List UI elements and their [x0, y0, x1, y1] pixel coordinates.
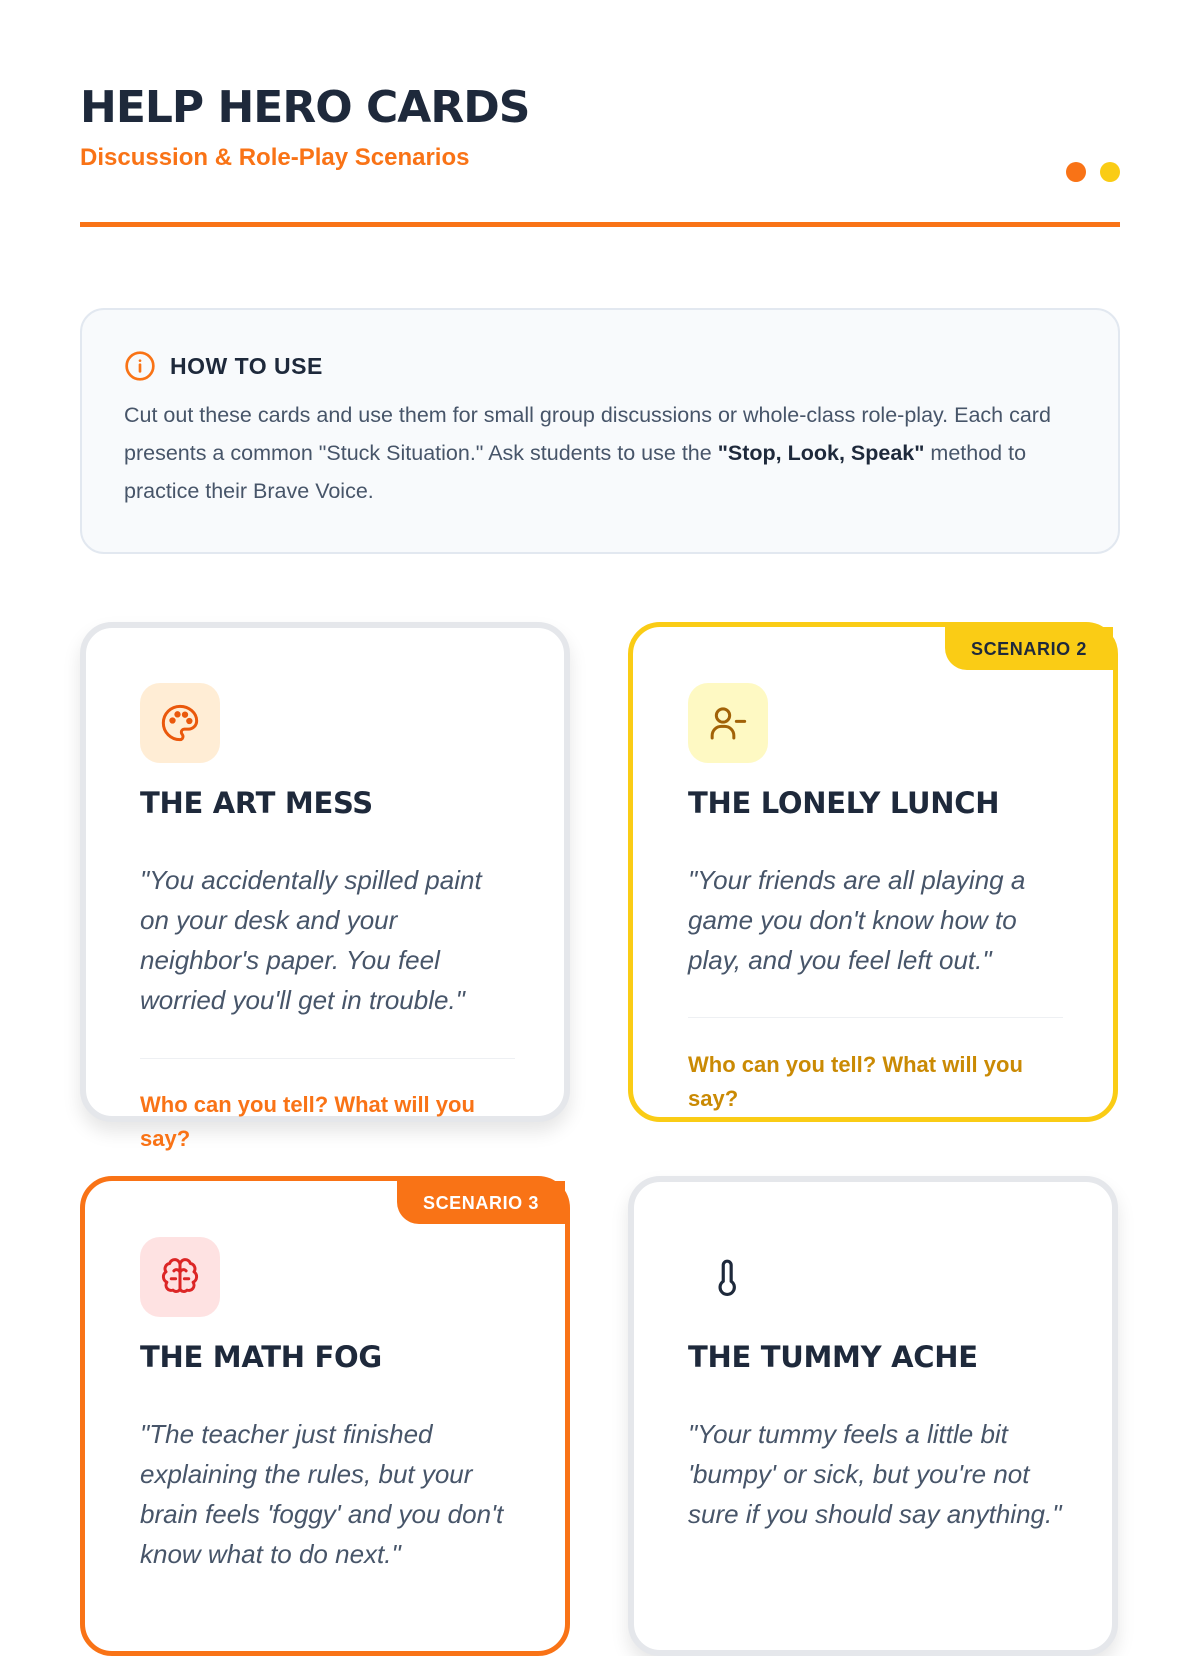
how-to-use-method: "Stop, Look, Speak": [717, 441, 925, 465]
card-divider: [688, 1017, 1063, 1018]
scenario-card-math-fog: [80, 1176, 570, 1656]
card-title: THE MATH FOG: [140, 1340, 382, 1374]
card-quote: "Your friends are all playing a game you don't know how to play, and you feel left out.": [688, 865, 1026, 975]
card-quote: "You accidentally spilled paint on your desk and your neighbor's paper. You feel worried you'll get in trouble.": [140, 865, 482, 1015]
card-quote: "Your tummy feels a little bit 'bumpy' or sick, but you're not sure if you should say anything.": [688, 1419, 1062, 1529]
card-prompt: Who can you tell? What will you say?: [140, 1092, 475, 1151]
user-minus-icon: [688, 683, 768, 763]
how-to-use-header: [124, 350, 1076, 382]
how-to-use-text-part-2: method to practice their Brave Voice.: [124, 441, 1027, 503]
yellow-dot: [1100, 162, 1120, 182]
how-to-use-text: [124, 396, 1076, 510]
header: [80, 80, 1120, 227]
info-icon: [124, 350, 156, 382]
card-quote: "The teacher just finished explaining the rules, but your brain feels 'foggy' and you don't know what to do next.": [140, 1419, 504, 1569]
page-title: HELP HERO CARDS: [80, 82, 530, 133]
scenario-card-tummy-ache: [628, 1176, 1118, 1656]
decorative-dots: [1066, 162, 1120, 182]
thermometer-icon: [688, 1237, 768, 1317]
card-title: THE TUMMY ACHE: [688, 1340, 978, 1374]
brain-icon: [140, 1237, 220, 1317]
card-prompt: Who can you tell? What will you say?: [688, 1052, 1023, 1111]
how-to-use-title: HOW TO USE: [170, 352, 323, 379]
scenario-card-art-mess: [80, 622, 570, 1151]
card-title: THE LONELY LUNCH: [688, 786, 1000, 820]
page-subtitle: Discussion & Role-Play Scenarios: [80, 144, 470, 171]
scenario-card-lonely-lunch: [628, 622, 1118, 1122]
scenario-tag: SCENARIO 3: [397, 1181, 565, 1224]
card-title: THE ART MESS: [140, 786, 373, 820]
scenario-tag: SCENARIO 2: [945, 627, 1113, 670]
how-to-use-box: [80, 308, 1120, 554]
card-divider: [140, 1058, 515, 1059]
how-to-use-text-part-1: Cut out these cards and use them for small group discussions or whole-class role-play. Each card presents a common "Stuck Situation." Ask students to use the: [124, 403, 1051, 465]
palette-icon: [140, 683, 220, 763]
orange-dot: [1066, 162, 1086, 182]
